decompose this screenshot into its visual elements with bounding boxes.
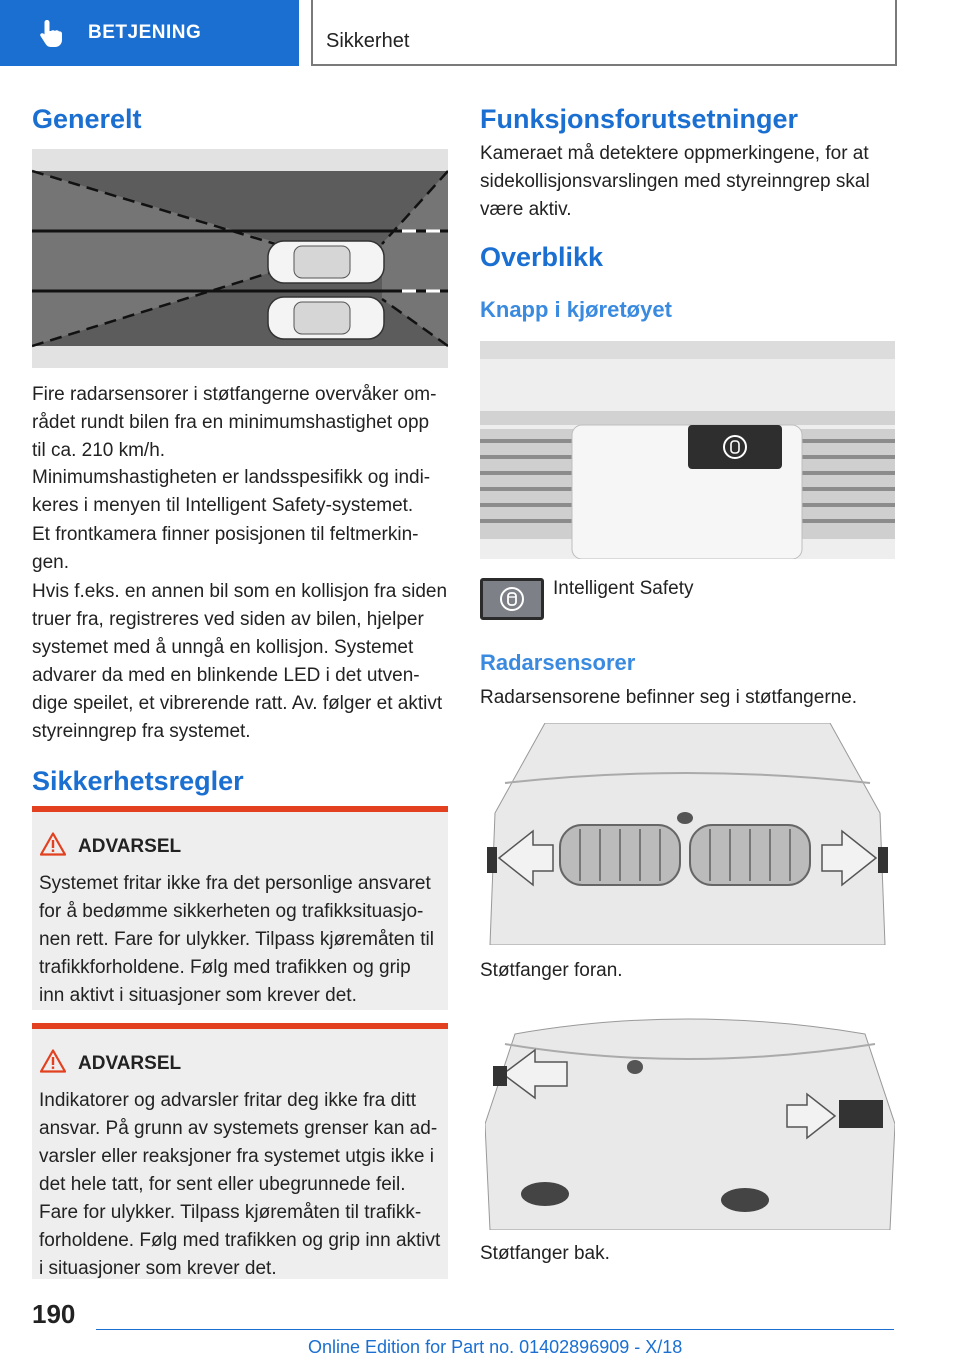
- header-section-tab: [0, 0, 299, 66]
- warning-triangle-icon: [40, 1049, 66, 1073]
- footer-divider: [96, 1329, 894, 1330]
- warning-text-2: Indikatorer og advarsler fritar deg ikke fra ditt ansvar. På grunn av systemets grenser kan ad- varsler eller reaksjoner fra systemet utgis ikke i det hele tatt, for sent eller ubegrunnede feil. Fare for ulykker. Tilpass kjøremåten til trafikk- forholdene. Følg med trafikken og grip inn aktivt i situasjoner som krever det.: [39, 1090, 441, 1279]
- intelligent-safety-button-icon: [480, 578, 544, 620]
- warning-text-1: Systemet fritar ikke fra det personlige ansvaret for å bedømme sikkerheten og trafikksituasjo- nen rett. Fare for ulykker. Tilpass kjøremåten til trafikkforholdene. Følg med trafikken og grip inn aktivt i situasjoner som krever det.: [39, 873, 434, 1006]
- warning-title-1: ADVARSEL: [78, 836, 182, 857]
- dashboard-vents-illustration: [480, 341, 895, 559]
- general-paragraph-1: Fire radarsensorer i støtfangerne overvåker om- rådet rundt bilen fra en minimumshastighet opp til ca. 210 km/h.: [32, 384, 437, 461]
- heading-radarsensorer: Radarsensorer: [480, 650, 636, 675]
- prereq-paragraph: Kameraet må detektere oppmerkingene, for at sidekollisjonsvarslingen med styreinngrep skal være aktiv.: [480, 143, 870, 220]
- vehicle-button-figure: [480, 341, 895, 559]
- heading-overblikk: Overblikk: [480, 242, 604, 272]
- page-number: 190: [32, 1299, 76, 1329]
- general-paragraph-2: Minimumshastigheten er landsspesifikk og indi- keres i menyen til Intelligent Safety-systemet.: [32, 467, 431, 516]
- header-page-title: Sikkerhet: [326, 30, 410, 52]
- heading-generelt: Generelt: [32, 104, 142, 134]
- lane-diagram-figure: [32, 149, 448, 368]
- header-section-label: BETJENING: [88, 22, 202, 43]
- caption-rear-bumper: Støtfanger bak.: [480, 1243, 610, 1264]
- heading-funksjonsforutsetninger: Funksjonsforutsetninger: [480, 104, 799, 134]
- radar-paragraph: Radarsensorene befinner seg i støtfangerne.: [480, 687, 858, 708]
- footer-edition-text: Online Edition for Part no. 01402896909 - X/18: [308, 1337, 683, 1357]
- front-bumper-illustration: [485, 723, 890, 945]
- general-paragraph-3: Et frontkamera finner posisjonen til feltmerkin- gen.: [32, 524, 419, 573]
- hand-pointer-icon: [38, 18, 64, 48]
- warning-box-2: [32, 1023, 448, 1279]
- header-title-frame: [311, 0, 897, 66]
- rear-bumper-figure: [485, 1004, 895, 1230]
- caption-front-bumper: Støtfanger foran.: [480, 960, 623, 981]
- heading-sikkerhetsregler: Sikkerhetsregler: [32, 766, 244, 796]
- warning-title-2: ADVARSEL: [78, 1053, 182, 1074]
- warning-box-1: [32, 806, 448, 1010]
- warning-triangle-icon: [40, 832, 66, 856]
- button-caption: Intelligent Safety: [553, 578, 694, 599]
- front-bumper-figure: [485, 723, 890, 945]
- lane-diagram-illustration: [32, 149, 448, 368]
- heading-knapp-i-kjoretoyet: Knapp i kjøretøyet: [480, 297, 672, 322]
- general-paragraph-4: Hvis f.eks. en annen bil som en kollisjon fra siden truer fra, registreres ved siden av bilen, hjelper systemet med å unngå en kollisjon. Systemet advarer da med en blinkende LED i det utven- dige speilet, et vibrerende ratt. Av. følger et aktivt styreinngrep fra systemet.: [32, 581, 448, 742]
- rear-bumper-illustration: [485, 1004, 895, 1230]
